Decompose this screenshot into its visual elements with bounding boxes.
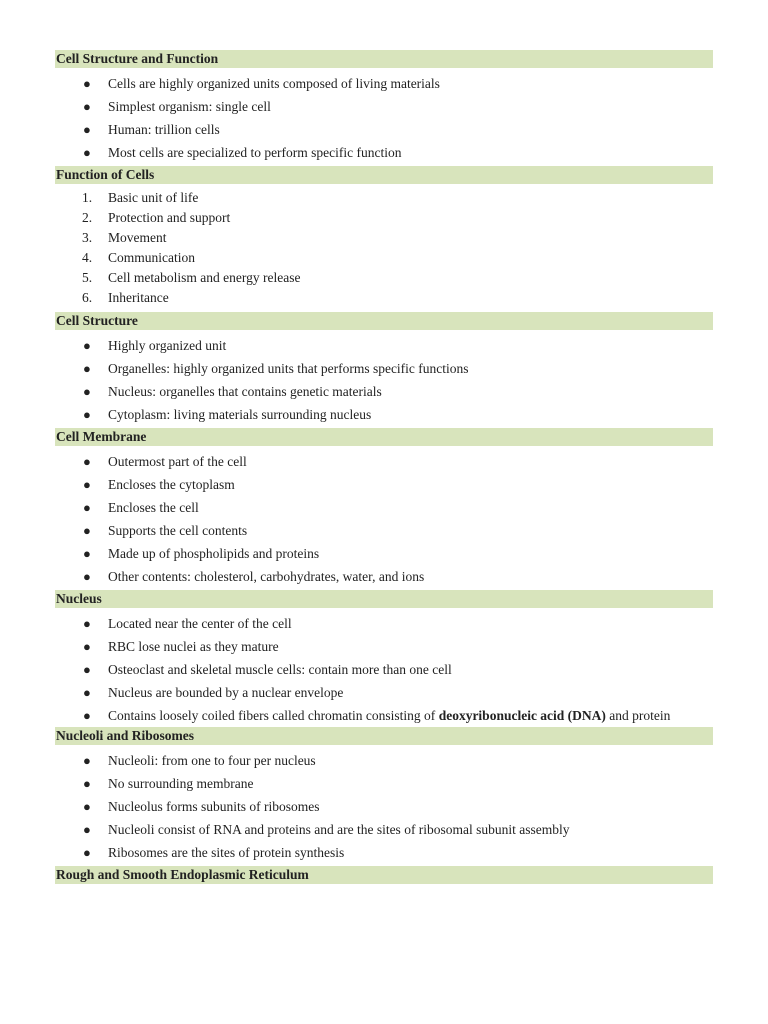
section-heading: Nucleus bbox=[55, 590, 713, 608]
bullet-icon: ● bbox=[83, 500, 91, 515]
section-heading: Cell Structure and Function bbox=[55, 50, 713, 68]
list-item: ● Other contents: cholesterol, carbohydrates, water, and ions bbox=[55, 565, 713, 588]
bullet-icon: ● bbox=[83, 384, 91, 399]
list-item: ● RBC lose nuclei as they mature bbox=[55, 635, 713, 658]
bullet-icon: ● bbox=[83, 616, 91, 631]
section-heading: Function of Cells bbox=[55, 166, 713, 184]
bullet-icon: ● bbox=[83, 454, 91, 469]
list-item: ● Encloses the cytoplasm bbox=[55, 473, 713, 496]
section-nucleoli-and-ribosomes bbox=[55, 727, 713, 864]
list-item: ● Nucleoli consist of RNA and proteins and are the sites of ribosomal subunit assembly bbox=[55, 818, 713, 841]
list-item: ● Supports the cell contents bbox=[55, 519, 713, 542]
list-item: ● Cells are highly organized units composed of living materials bbox=[55, 72, 713, 95]
list-item: 6. Inheritance bbox=[55, 288, 713, 308]
section-cell-membrane bbox=[55, 428, 713, 588]
list-item: ● Osteoclast and skeletal muscle cells: contain more than one cell bbox=[55, 658, 713, 681]
bullet-icon: ● bbox=[83, 122, 91, 137]
bullet-icon: ● bbox=[83, 76, 91, 91]
list-number: 2. bbox=[82, 210, 93, 225]
bullet-icon: ● bbox=[83, 822, 91, 837]
list-item: ● Contains loosely coiled fibers called chromatin consisting of deoxyribonucleic acid (DNA) and protein bbox=[83, 708, 671, 723]
bullet-icon: ● bbox=[83, 662, 91, 677]
list-number: 1. bbox=[82, 190, 93, 205]
bullet-icon: ● bbox=[83, 145, 91, 160]
section-heading: Nucleoli and Ribosomes bbox=[55, 727, 713, 745]
list-item: 4. Communication bbox=[55, 248, 713, 268]
list-number: 3. bbox=[82, 230, 93, 245]
list-item: ● Located near the center of the cell bbox=[55, 612, 713, 635]
list-item: 5. Cell metabolism and energy release bbox=[55, 268, 713, 288]
list-number: 4. bbox=[82, 250, 93, 265]
list-item: ● Organelles: highly organized units that performs specific functions bbox=[55, 357, 713, 380]
section-cell-structure bbox=[55, 312, 713, 426]
list-item: ● Ribosomes are the sites of protein synthesis bbox=[55, 841, 713, 864]
bullet-icon: ● bbox=[83, 407, 91, 422]
bullet-list bbox=[55, 72, 713, 164]
bullet-icon: ● bbox=[83, 799, 91, 814]
bullet-list bbox=[55, 749, 713, 864]
bullet-icon: ● bbox=[83, 361, 91, 376]
list-item: ● Outermost part of the cell bbox=[55, 450, 713, 473]
section-cell-structure-and-function bbox=[55, 50, 713, 164]
section-nucleus bbox=[55, 590, 713, 725]
list-number: 5. bbox=[82, 270, 93, 285]
bullet-list bbox=[55, 450, 713, 588]
numbered-list bbox=[55, 188, 713, 308]
list-item: ● Nucleolus forms subunits of ribosomes bbox=[55, 795, 713, 818]
bullet-icon: ● bbox=[83, 99, 91, 114]
list-item: ● Made up of phospholipids and proteins bbox=[55, 542, 713, 565]
bullet-icon: ● bbox=[83, 523, 91, 538]
document-page bbox=[55, 50, 713, 884]
list-item: ● Cytoplasm: living materials surrounding nucleus bbox=[55, 403, 713, 426]
list-item: ● Human: trillion cells bbox=[55, 118, 713, 141]
section-heading: Cell Structure bbox=[55, 312, 713, 330]
bullet-icon: ● bbox=[83, 477, 91, 492]
list-number: 6. bbox=[82, 290, 93, 305]
bullet-icon: ● bbox=[83, 338, 91, 353]
section-function-of-cells bbox=[55, 166, 713, 308]
bullet-list bbox=[55, 334, 713, 426]
bullet-icon: ● bbox=[83, 569, 91, 584]
list-item: ● Highly organized unit bbox=[55, 334, 713, 357]
bullet-list bbox=[55, 612, 713, 725]
list-item: 1. Basic unit of life bbox=[55, 188, 713, 208]
bullet-icon: ● bbox=[83, 776, 91, 791]
list-item: ● Nucleoli: from one to four per nucleus bbox=[55, 749, 713, 772]
list-item: ● No surrounding membrane bbox=[55, 772, 713, 795]
list-item: ● Nucleus are bounded by a nuclear envelope bbox=[55, 681, 713, 704]
bullet-icon: ● bbox=[83, 753, 91, 768]
bullet-icon: ● bbox=[83, 708, 91, 723]
list-item: 3. Movement bbox=[55, 228, 713, 248]
list-item: ● Encloses the cell bbox=[55, 496, 713, 519]
section-heading: Rough and Smooth Endoplasmic Reticulum bbox=[55, 866, 713, 884]
list-item: 2. Protection and support bbox=[55, 208, 713, 228]
list-item: ● Nucleus: organelles that contains genetic materials bbox=[55, 380, 713, 403]
bullet-icon: ● bbox=[83, 546, 91, 561]
list-item: ● Most cells are specialized to perform specific function bbox=[55, 141, 713, 164]
section-heading: Cell Membrane bbox=[55, 428, 713, 446]
bullet-icon: ● bbox=[83, 685, 91, 700]
bullet-icon: ● bbox=[83, 845, 91, 860]
list-item: ● Simplest organism: single cell bbox=[55, 95, 713, 118]
section-rough-and-smooth-er bbox=[55, 866, 713, 884]
bullet-icon: ● bbox=[83, 639, 91, 654]
